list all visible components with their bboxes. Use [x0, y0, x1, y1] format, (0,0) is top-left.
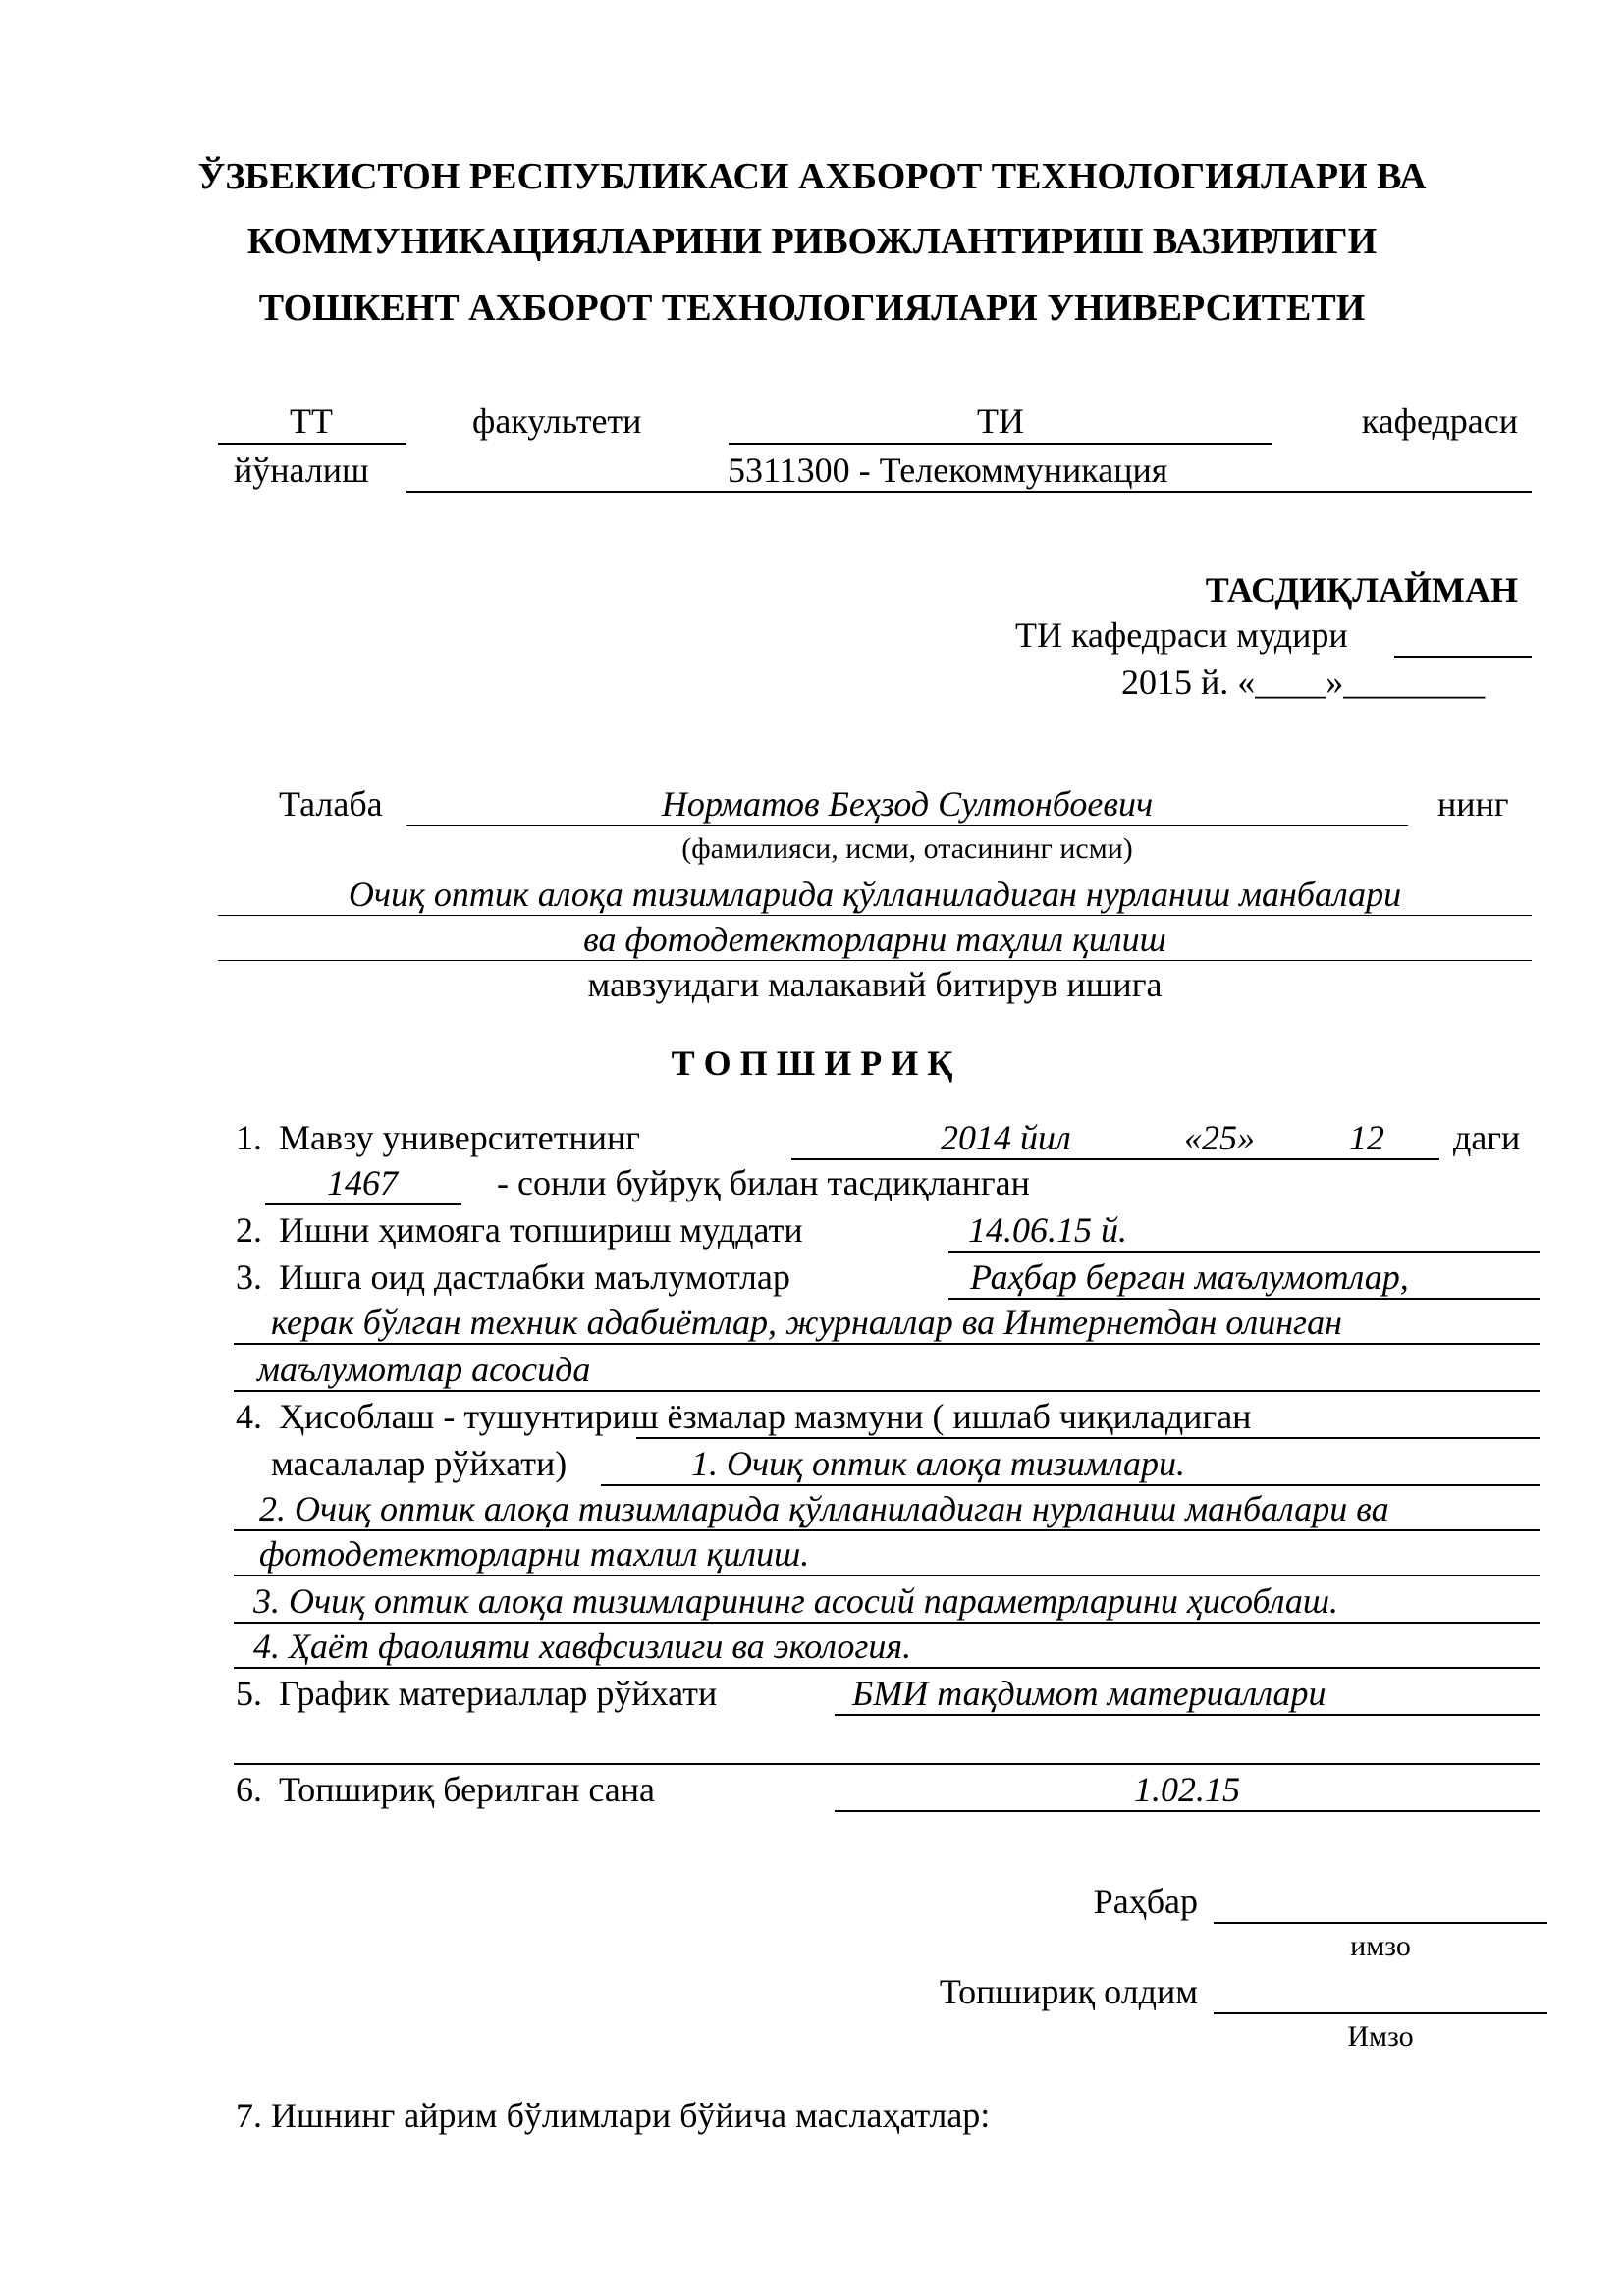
item2-label: Ишни ҳимояга топшириш муддати	[279, 1210, 803, 1250]
direction-underline	[406, 491, 1532, 493]
student-label: Талаба	[279, 784, 383, 824]
item1-month: 12	[1349, 1118, 1384, 1157]
item3-underline1	[948, 1298, 1540, 1300]
task-title: Т О П Ш И Р И Қ	[671, 1043, 953, 1083]
item6-label: Топшириқ берилган сана	[279, 1770, 655, 1809]
item4-number: 4.	[236, 1397, 262, 1436]
item4-label-line1: Ҳисоблаш - тушунтириш ёзмалар мазмуни ( ишлаб чиқиладиган	[279, 1397, 1252, 1436]
item3-value-line3: маълумотлар асосида	[257, 1350, 591, 1389]
department-value: ТИ	[977, 401, 1024, 441]
item6-value: 1.02.15	[1134, 1770, 1240, 1809]
item4-underline4	[234, 1575, 1540, 1576]
item2-number: 2.	[236, 1210, 262, 1250]
student-name-caption: (фамилияси, исми, отасининг исми)	[681, 832, 1133, 865]
item4-value2b: фотодетекторларни тахлил қилиш.	[259, 1534, 810, 1574]
received-label: Топшириқ олдим	[939, 1972, 1198, 2011]
ministry-title-line2: КОММУНИКАЦИЯЛАРИНИ РИВОЖЛАНТИРИШ ВАЗИРЛИГИ	[246, 221, 1378, 262]
item1-day: «25»	[1184, 1118, 1255, 1157]
approval-head-label: ТИ кафедраси мудири	[1015, 615, 1348, 655]
supervisor-signature-caption: имзо	[1350, 1930, 1411, 1962]
received-signature-line	[1214, 2012, 1547, 2014]
item1-order-underline	[265, 1203, 461, 1205]
faculty-underline	[218, 443, 406, 445]
supervisor-label: Раҳбар	[1093, 1882, 1198, 1921]
item1-suffix: даги	[1453, 1118, 1521, 1157]
item1-year: 2014 йил	[941, 1118, 1071, 1157]
approval-title: ТАСДИҚЛАЙМАН	[1205, 570, 1518, 610]
topic-line2: ва фотодетекторларни таҳлил қилиш	[583, 920, 1166, 959]
department-label: кафедраси	[1361, 401, 1518, 441]
item4-value2a: 2. Очиқ оптик алоқа тизимларида қўлланиладиган нурланиш манбалари ва	[259, 1489, 1389, 1528]
university-title: ТОШКЕНТ АХБОРОТ ТЕХНОЛОГИЯЛАРИ УНИВЕРСИТЕТИ	[258, 288, 1366, 329]
item2-value: 14.06.15 й.	[968, 1210, 1127, 1250]
supervisor-signature-line	[1214, 1922, 1547, 1924]
approval-date: 2015 й. «____»________	[1121, 663, 1486, 702]
direction-label: йўналиш	[234, 451, 369, 490]
ministry-title-line1: ЎЗБЕКИСТОН РЕСПУБЛИКАСИ АХБОРОТ ТЕХНОЛОГИЯЛАРИ ВА	[197, 156, 1427, 197]
item5-underline1	[835, 1714, 1540, 1716]
item4-value1: 1. Очиқ оптик алоқа тизимлари.	[691, 1444, 1185, 1483]
item4-underline3	[234, 1529, 1540, 1531]
item3-value-line2: керак бўлган техник адабиётлар, журналлар ва Интернетдан олинган	[271, 1303, 1342, 1342]
item3-number: 3.	[236, 1257, 262, 1297]
item1-date-underline	[791, 1158, 1439, 1160]
item1-order-number: 1467	[327, 1163, 398, 1202]
item4-underline6	[234, 1667, 1540, 1669]
topic-line1-underline	[218, 915, 1532, 916]
item6-number: 6.	[236, 1770, 262, 1809]
item5-value: БМИ тақдимот материаллари	[852, 1674, 1326, 1713]
item1-label: Мавзу университетнинг	[279, 1118, 640, 1157]
faculty-value: ТТ	[290, 401, 333, 441]
student-name: Норматов Беҳзод Султонбоевич	[661, 784, 1154, 824]
item4-underline2	[601, 1484, 1540, 1486]
item3-label: Ишга оид дастлабки маълумотлар	[279, 1257, 790, 1297]
approval-signature-line	[1394, 656, 1532, 658]
item4-value3: 3. Очиқ оптик алоқа тизимларининг асосий параметрларини ҳисоблаш.	[253, 1581, 1339, 1621]
item3-value-line1: Раҳбар берган маълумотлар,	[970, 1257, 1409, 1297]
item4-label-line2: масалалар рўйхати)	[271, 1444, 568, 1483]
student-suffix: нинг	[1437, 784, 1509, 824]
direction-value: 5311300 - Телекоммуникация	[728, 451, 1168, 490]
item6-underline	[835, 1810, 1540, 1812]
item1-order-text: - сонли буйруқ билан тасдиқланган	[497, 1163, 1030, 1202]
received-signature-caption: Имзо	[1347, 2020, 1414, 2053]
item4-underline1	[636, 1437, 1540, 1439]
item5-label: График материаллар рўйхати	[279, 1674, 718, 1713]
topic-suffix: мавзуидаги малакавий битирув ишига	[587, 965, 1163, 1004]
item3-underline3	[234, 1390, 1540, 1392]
faculty-label: факультети	[472, 401, 642, 441]
item2-underline	[948, 1251, 1540, 1253]
department-underline	[729, 443, 1272, 445]
item5-underline2	[234, 1763, 1540, 1765]
item4-underline5	[234, 1622, 1540, 1624]
item4-value4: 4. Ҳаёт фаолияти хавфсизлиги ва экология.	[253, 1627, 912, 1666]
item3-underline2	[234, 1343, 1540, 1345]
item5-number: 5.	[236, 1674, 262, 1713]
topic-line2-underline	[218, 960, 1532, 961]
topic-line1: Очиқ оптик алоқа тизимларида қўлланиладиган нурланиш манбалари	[348, 875, 1402, 914]
item7-heading: 7. Ишнинг айрим бўлимлари бўйича маслаҳатлар:	[236, 2096, 991, 2135]
student-name-underline	[406, 825, 1408, 826]
item1-number: 1.	[236, 1118, 262, 1157]
